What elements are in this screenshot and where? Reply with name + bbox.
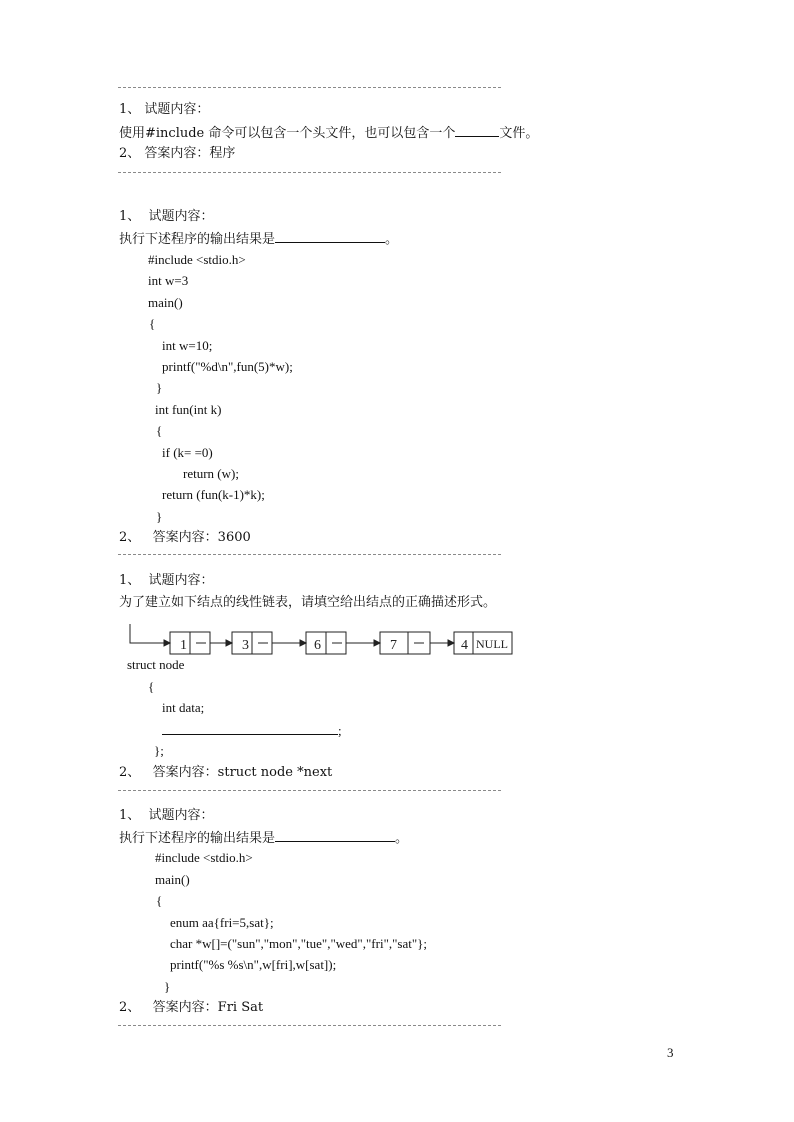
code-line: int fun(int k) [155,402,222,417]
node-value: 6 [314,638,321,653]
q2-text [119,230,398,248]
q2-blank [275,230,385,243]
null-label: NULL [476,637,508,651]
q1-blank [455,124,499,137]
code-line: char *w[]=("sun","mon","tue","wed","fri","sat"}; [170,936,428,951]
page-number: 3 [667,1045,674,1060]
code-line: }; [154,743,164,758]
q4-answer: 2、 答案内容：Fri Sat [119,1000,264,1015]
q4-text [119,829,408,847]
code-line [162,722,342,739]
q3-text: 为了建立如下结点的线性链表，请填空给出结点的正确描述形式。 [119,595,497,610]
separator [118,554,501,555]
code-line: struct node [127,657,185,672]
node-value: 7 [390,638,397,653]
q1-answer: 2、 答案内容：程序 [119,146,236,161]
q1-text-before: 使用#include 命令可以包含一个头文件，也可以包含一个 [119,126,456,141]
code-line: if (k= =0) [162,445,213,460]
q1-text-after: 文件。 [499,126,539,141]
code-line: { [156,893,163,908]
code-line: int w=10; [162,338,213,353]
code-line: return (w); [183,466,239,481]
q4-label: 1、 试题内容： [119,808,214,823]
q2-text-end: 。 [385,232,399,247]
q2-text-main: 执行下述程序的输出结果是 [119,232,276,247]
code-line: } [164,979,171,994]
code-line: main() [155,872,190,887]
q2-answer: 2、 答案内容：3600 [119,530,251,545]
separator [118,172,501,173]
code-line: #include <stdio.h> [148,252,246,267]
code-line: return (fun(k-1)*k); [162,487,265,502]
code-line: enum aa{fri=5,sat}; [170,915,274,930]
q3-blank [162,722,338,735]
q4-text-main: 执行下述程序的输出结果是 [119,831,276,846]
q4-blank [275,829,395,842]
code-line: int w=3 [148,273,189,288]
separator [118,790,501,791]
separator [118,87,501,88]
q3-answer: 2、 答案内容：struct node *next [119,765,333,780]
separator [118,1025,501,1026]
code-line: int data; [162,700,205,715]
q4-text-end: 。 [395,831,409,846]
code-semicolon: ; [338,723,342,738]
code-line: printf("%d\n",fun(5)*w); [162,359,293,374]
q1-label: 1、 试题内容： [119,102,210,117]
code-line: { [149,316,156,331]
code-line: } [156,509,163,524]
code-line: printf("%s %s\n",w[fri],w[sat]); [170,957,337,972]
q3-label: 1、 试题内容： [119,573,214,588]
code-line: } [156,380,163,395]
code-line: { [156,423,163,438]
node-value: 4 [461,638,468,653]
node-value: 1 [180,638,187,653]
code-line: #include <stdio.h> [155,850,253,865]
code-line: main() [148,295,183,310]
q2-label: 1、 试题内容： [119,209,214,224]
q1-text [119,124,538,142]
code-line: { [148,679,155,694]
node-value: 3 [242,638,249,653]
